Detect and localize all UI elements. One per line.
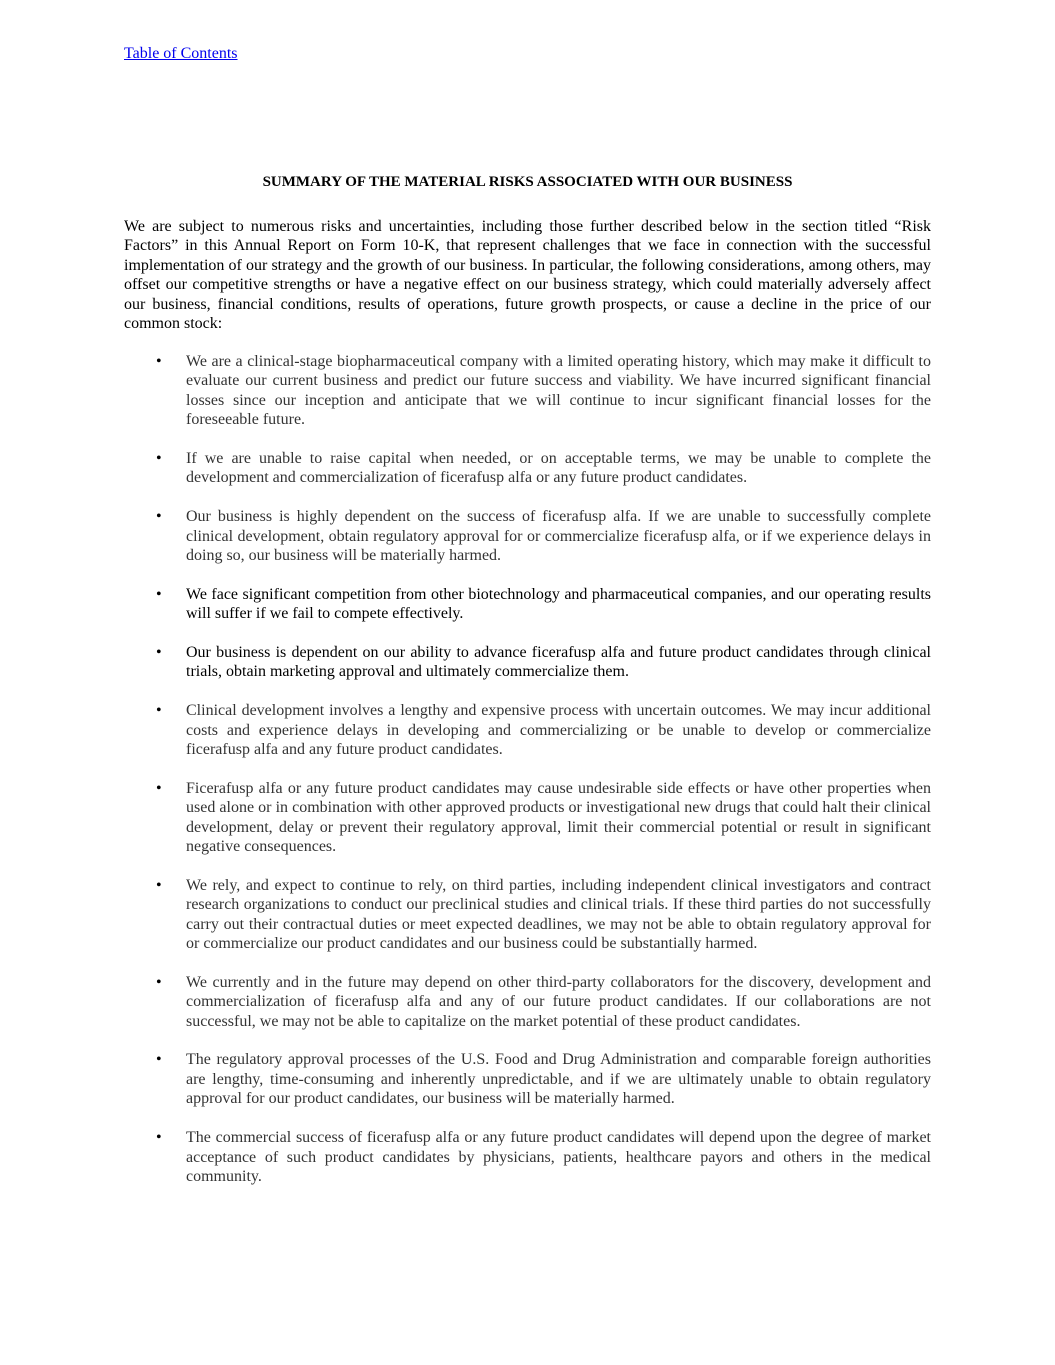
table-of-contents-link[interactable]: Table of Contents	[124, 45, 238, 62]
risk-text: We rely, and expect to continue to rely, on third parties, including independent clinical investigators and contract research organizations to conduct our preclinical studies and clinical trials. If these third parties do not successfully carry out their contractual duties or meet expected deadlines, we may not be able to obtain regulatory approval for or commercialize our product candidates and our business could be substantially harmed.	[186, 876, 931, 953]
risk-text: We currently and in the future may depend on other third-party collaborators for the discovery, development and commercialization of ficerafusp alfa and any of our future product candidates. If our collaborations are not successful, we may not be able to capitalize on the market potential of these product candidates.	[186, 973, 931, 1030]
bullet-icon: •	[156, 1129, 162, 1147]
bullet-icon: •	[156, 779, 162, 797]
risk-item	[124, 779, 931, 857]
risk-text: Clinical development involves a lengthy and expensive process with uncertain outcomes. We may incur additional costs and experience delays in developing and commercializing or be unable to develop or commercialize ficerafusp alfa and any future product candidates.	[186, 702, 931, 759]
risk-list	[124, 352, 931, 1206]
section-heading: SUMMARY OF THE MATERIAL RISKS ASSOCIATED WITH OUR BUSINESS	[262, 174, 793, 190]
risk-item	[124, 643, 931, 682]
risk-text: Ficerafusp alfa or any future product candidates may cause undesirable side effects or have other properties when used alone or in combination with other approved products or investigational new drugs that could halt their clinical development, delay or prevent their regulatory approval, limit their commercial potential or result in significant negative consequences.	[186, 779, 931, 856]
risk-item	[124, 507, 931, 565]
risk-item	[124, 449, 931, 488]
bullet-icon: •	[156, 1051, 162, 1069]
risk-text: We face significant competition from other biotechnology and pharmaceutical companies, and our operating results will suffer if we fail to compete effectively.	[186, 585, 931, 623]
bullet-icon: •	[156, 644, 162, 662]
risk-text: The commercial success of ficerafusp alfa or any future product candidates will depend upon the degree of market acceptance of such product candidates by physicians, patients, healthcare payors and others in the medical community.	[186, 1129, 931, 1185]
risk-text: Our business is highly dependent on the success of ficerafusp alfa. If we are unable to successfully complete clinical development, obtain regulatory approval for or commercialize ficerafusp alfa, or if we experience delays in doing so, our business will be materially harmed.	[186, 508, 931, 565]
bullet-icon: •	[156, 876, 162, 894]
bullet-icon: •	[156, 585, 162, 603]
risk-text: If we are unable to raise capital when needed, or on acceptable terms, we may be unable to complete the development and commercialization of ficerafusp alfa or any future product candidates.	[186, 450, 931, 487]
risk-text: Our business is dependent on our ability to advance ficerafusp alfa and future product candidates through clinical trials, obtain marketing approval and ultimately commercialize them.	[186, 644, 931, 681]
risk-item	[124, 876, 931, 954]
bullet-icon: •	[156, 353, 162, 370]
risk-item	[124, 352, 931, 430]
bullet-icon: •	[156, 508, 162, 526]
risk-text: We are a clinical-stage biopharmaceutical company with a limited operating history, which may make it difficult to evaluate our current business and predict our future success and viability. We have incurred significant financial losses since our inception and anticipate that we will continue to incur significant financial losses for the foreseeable future.	[186, 353, 931, 429]
risk-item	[124, 701, 931, 759]
intro-paragraph: We are subject to numerous risks and uncertainties, including those further described below in the section titled “Risk Factors” in this Annual Report on Form 10-K, that represent challenges that we face in connection with the successful implementation of our strategy and the growth of our business. In particular, the following considerations, among others, may offset our competitive strengths or have a negative effect on our business strategy, which could materially adversely affect our business, financial conditions, results of operations, future growth prospects, or cause a decline in the price of our common stock:	[124, 218, 931, 333]
bullet-icon: •	[156, 702, 162, 720]
risk-item	[124, 1128, 931, 1186]
bullet-icon: •	[156, 450, 162, 468]
bullet-icon: •	[156, 973, 162, 991]
risk-text: The regulatory approval processes of the U.S. Food and Drug Administration and comparable foreign authorities are lengthy, time-consuming and inherently unpredictable, and if we are ultimately unable to obtain regulatory approval for our product candidates, our business will be materially harmed.	[186, 1051, 931, 1108]
risk-item	[124, 1050, 931, 1108]
risk-item	[124, 585, 931, 624]
risk-item	[124, 973, 931, 1031]
